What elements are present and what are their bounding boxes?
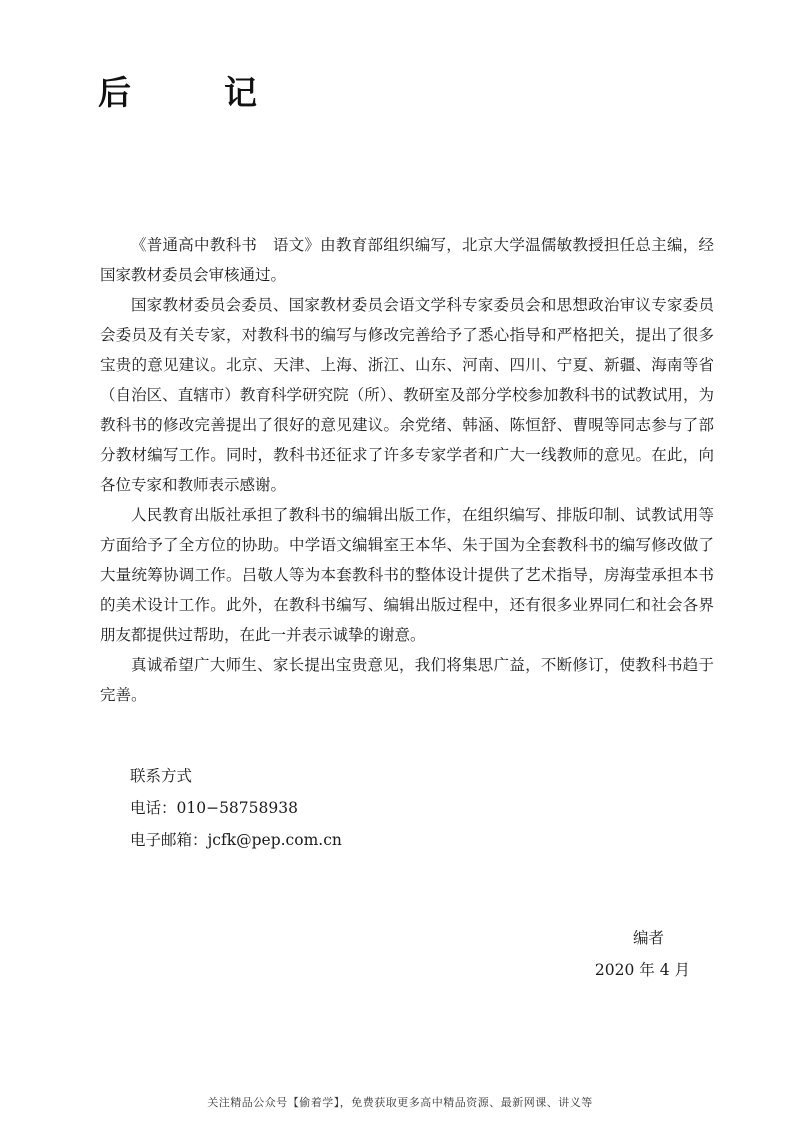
paragraph-publisher: 人民教育出版社承担了教科书的编辑出版工作，在组织编写、排版印制、试教试用等方面给予了全方位的协助。中学语文编辑室王本华、朱于国为全套教科书的编写修改做了大量统筹协调工作。吕敬人等为本套教科书的整体设计提供了艺术指导，房海莹承担本书的美术设计工作。此外，在教科书编写、编辑出版过程中，还有很多业界同仁和社会各界朋友都提供过帮助，在此一并表示诚挚的谢意。 <box>100 506 714 644</box>
paragraph-closing: 真诚希望广大师生、家长提出宝贵意见，我们将集思广益，不断修订，使教科书趋于完善。 <box>100 656 714 704</box>
body-text <box>100 230 714 710</box>
footer-note: 关注精品公众号【偷着学】，免费获取更多高中精品资源、最新网课、讲义等 <box>207 1096 593 1109</box>
contact-phone: 电话：010−58758938 <box>130 799 298 817</box>
signature-block <box>595 922 690 986</box>
paragraph-acknowledgements: 国家教材委员会委员、国家教材委员会语文学科专家委员会和思想政治审议专家委员会委员及有关专家，对教科书的编写与修改完善给予了悉心指导和严格把关，提出了很多宝贵的意见建议。北京、天津、上海、浙江、山东、河南、四川、宁夏、新疆、海南等省（自治区、直辖市）教育科学研究院（所）、教研室及部分学校参加教科书的试教试用，为教科书的修改完善提出了很好的意见建议。余党绪、韩涵、陈恒舒、曹晛等同志参与了部分教材编写工作。同时，教科书还征求了许多专家学者和广大一线教师的意见。在此，向各位专家和教师表示感谢。 <box>100 296 714 494</box>
contact-email: 电子邮箱：jcfk@pep.com.cn <box>130 831 342 849</box>
contact-heading: 联系方式 <box>130 767 193 785</box>
signature-date: 2020 年 4 月 <box>594 961 690 979</box>
page-title: 后 记 <box>98 73 287 112</box>
contact-block <box>130 760 342 856</box>
paragraph-intro: 《普通高中教科书 语文》由教育部组织编写，北京大学温儒敏教授担任总主编，经国家教材委员会审核通过。 <box>100 236 714 284</box>
signature-author: 编者 <box>632 929 664 947</box>
